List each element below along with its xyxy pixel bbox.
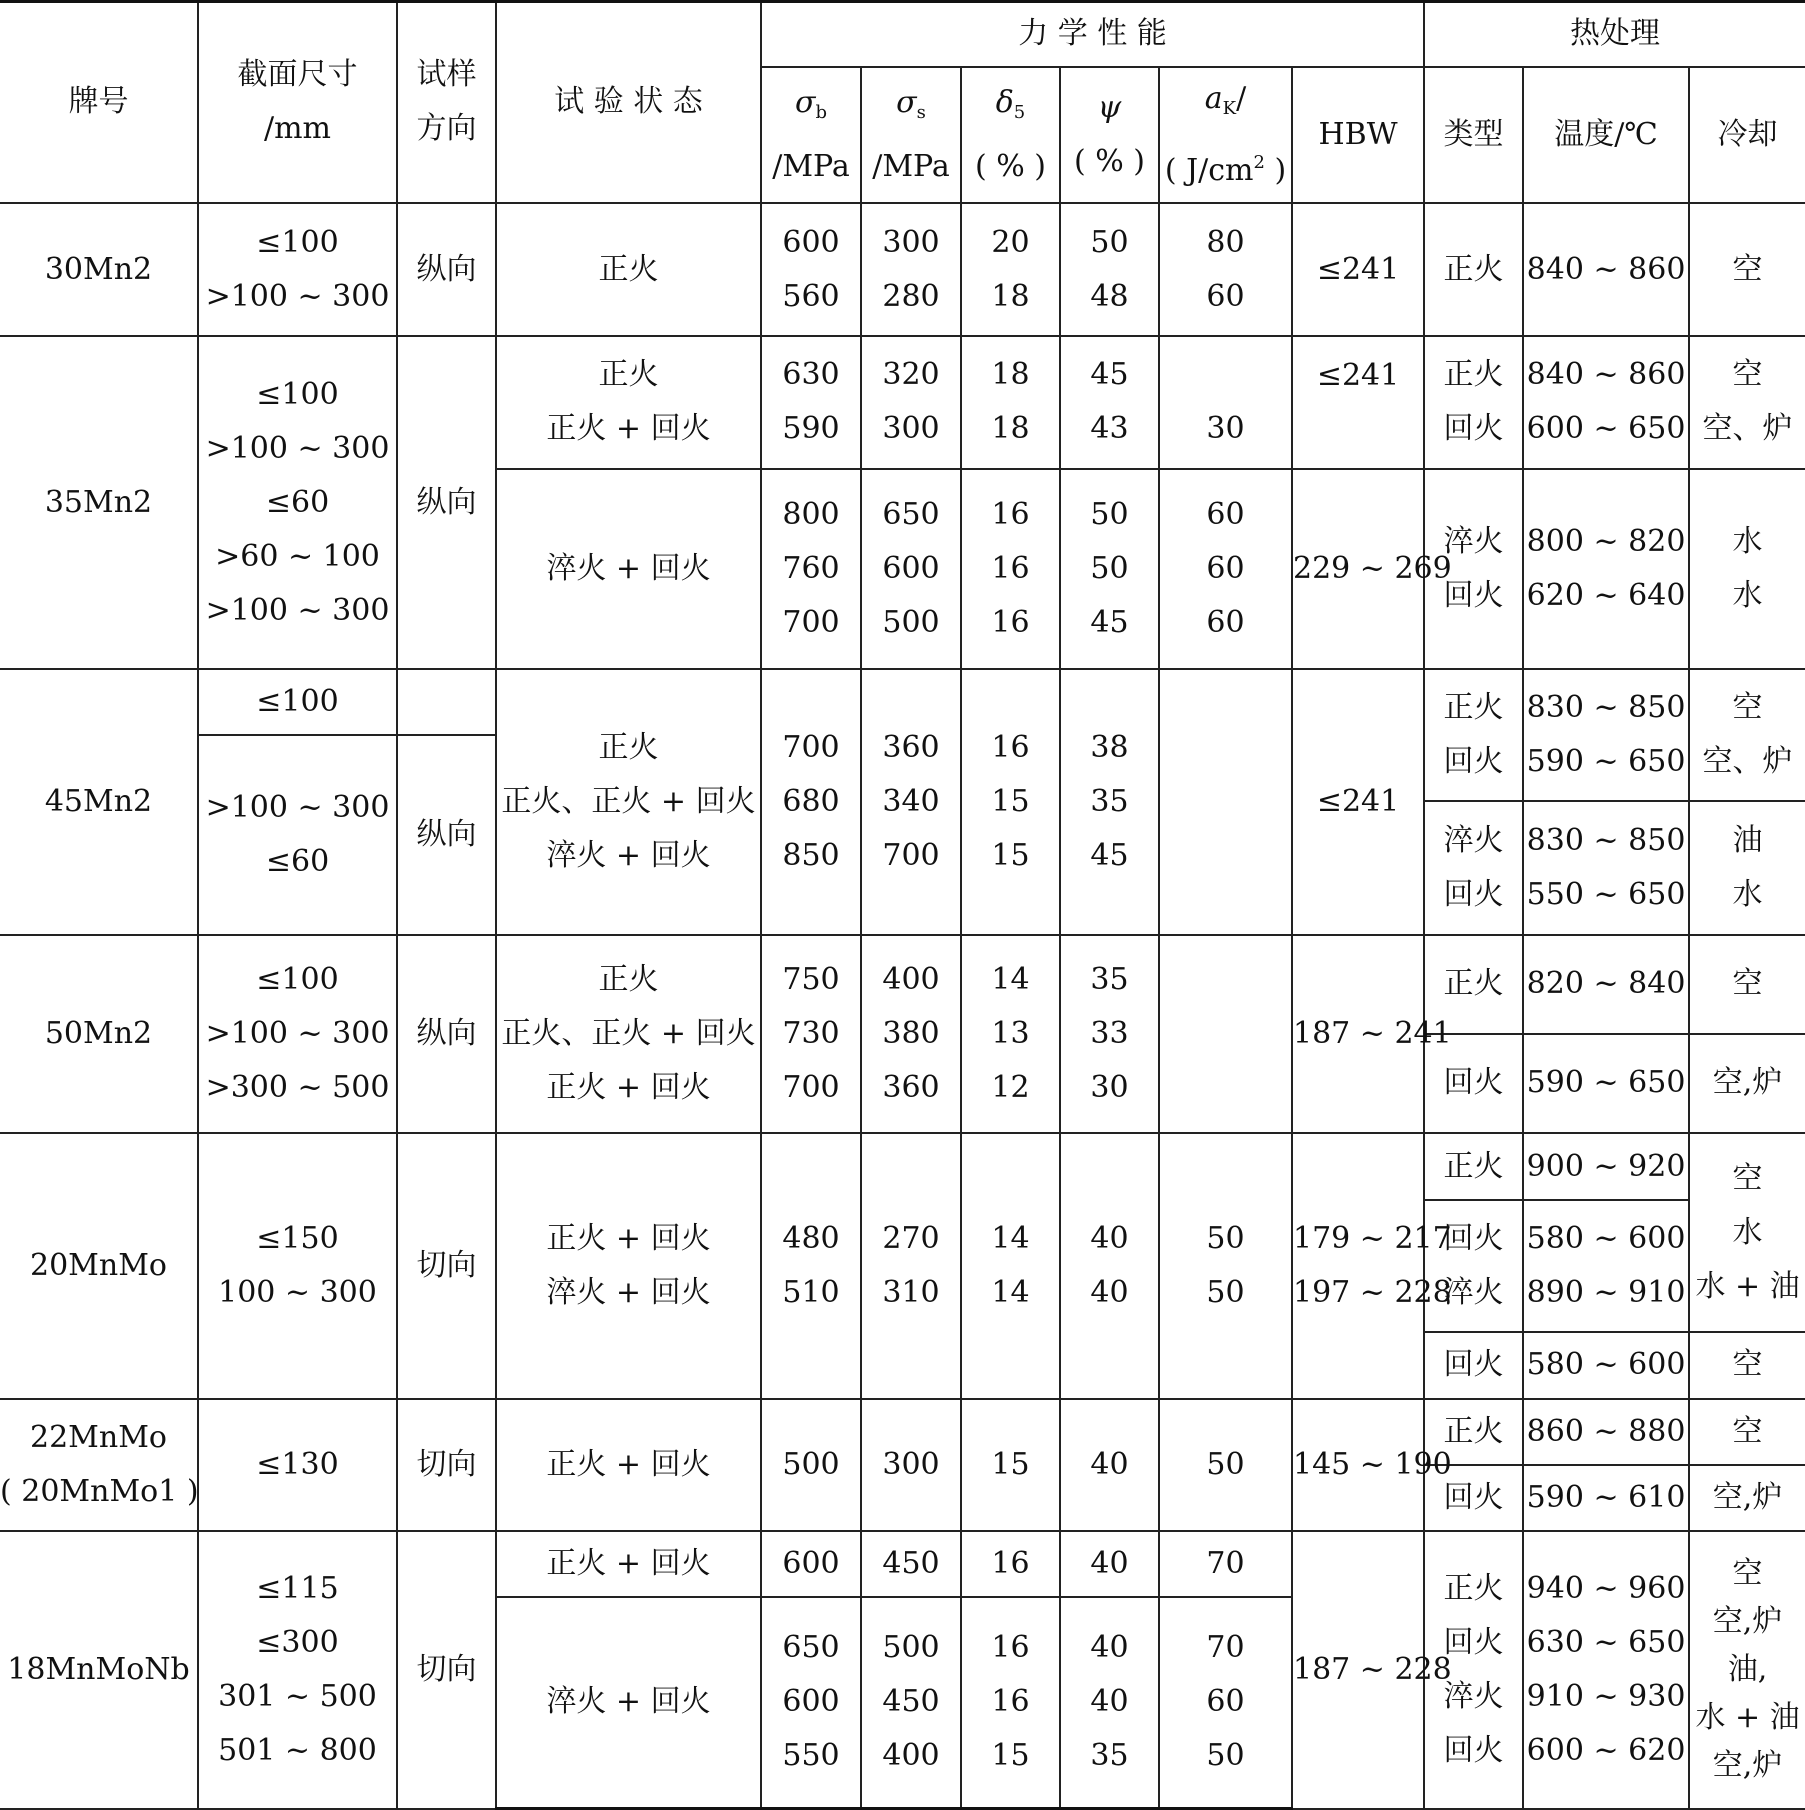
- psi-cell: 40 40 35: [1060, 1597, 1159, 1809]
- ht-temp-cell: 590 ~ 650: [1523, 1034, 1689, 1133]
- direction-cell: 切向: [397, 1531, 496, 1809]
- ak-cell: 70: [1159, 1531, 1292, 1597]
- hbw-cell: 179 ~ 217 197 ~ 228: [1292, 1133, 1424, 1399]
- psi-cell: 38 35 45: [1060, 669, 1159, 935]
- hbw-cell: 229 ~ 269: [1292, 469, 1424, 669]
- ht-temp-cell: 840 ~ 860: [1523, 203, 1689, 336]
- grade-cell: 20MnMo: [0, 1133, 198, 1399]
- ht-cool-cell: 空: [1689, 1399, 1805, 1465]
- sigma-s-cell: 300 280: [861, 203, 961, 336]
- sigma-s-cell: 650 600 500: [861, 469, 961, 669]
- header-sigma-s: $\sigma_s$ /MPa: [861, 67, 961, 203]
- sigma-s-cell: 500 450 400: [861, 1597, 961, 1809]
- size-cell: >100 ~ 300 ≤60: [198, 735, 397, 934]
- psi-cell: 35 33 30: [1060, 935, 1159, 1133]
- sigma-b-cell: 600 560: [761, 203, 861, 336]
- header-mechanical-group: 力 学 性 能: [761, 2, 1424, 67]
- size-cell: ≤115 ≤300 301 ~ 500 501 ~ 800: [198, 1531, 397, 1809]
- ht-cool-cell: 空 空,炉 油, 水 + 油 空,炉: [1689, 1531, 1805, 1809]
- size-cell: ≤100 >100 ~ 300: [198, 203, 397, 336]
- ht-type-cell: 正火 回火: [1424, 669, 1523, 801]
- direction-cell: 纵向: [397, 735, 496, 934]
- ht-type-cell: 回火: [1424, 1034, 1523, 1133]
- size-cell: ≤130: [198, 1399, 397, 1531]
- condition-cell: 正火 + 回火: [496, 1399, 761, 1531]
- sigma-b-cell: 500: [761, 1399, 861, 1531]
- ht-cool-cell: 油 水: [1689, 801, 1805, 934]
- ht-cool-cell: 空 空、炉: [1689, 336, 1805, 468]
- psi-cell: 50 48: [1060, 203, 1159, 336]
- ht-temp-cell: 830 ~ 850 550 ~ 650: [1523, 801, 1689, 934]
- ht-type-cell: 淬火 回火: [1424, 801, 1523, 934]
- ht-temp-cell: 820 ~ 840: [1523, 935, 1689, 1034]
- grade-cell: 50Mn2: [0, 935, 198, 1133]
- psi-cell: 40: [1060, 1531, 1159, 1597]
- sigma-s-cell: 450: [861, 1531, 961, 1597]
- header-condition: 试 验 状 态: [496, 2, 761, 203]
- ak-cell: [1159, 935, 1292, 1133]
- ht-temp-cell: 580 ~ 600 890 ~ 910: [1523, 1200, 1689, 1332]
- ht-temp-cell: 580 ~ 600: [1523, 1332, 1689, 1398]
- delta5-cell: 20 18: [961, 203, 1060, 336]
- ht-temp-cell: 940 ~ 960 630 ~ 650 910 ~ 930 600 ~ 620: [1523, 1531, 1689, 1809]
- grade-cell: 30Mn2: [0, 203, 198, 336]
- hbw-cell: 187 ~ 228: [1292, 1531, 1424, 1809]
- sigma-b-cell: 650 600 550: [761, 1597, 861, 1809]
- hbw-cell: 145 ~ 190: [1292, 1399, 1424, 1531]
- delta5-cell: 16: [961, 1531, 1060, 1597]
- header-grade: 牌号: [0, 2, 198, 203]
- ht-type-cell: 正火 回火: [1424, 336, 1523, 468]
- ht-temp-cell: 590 ~ 610: [1523, 1465, 1689, 1531]
- header-sigma-b: $\sigma_b$ /MPa: [761, 67, 861, 203]
- sigma-b-cell: 800 760 700: [761, 469, 861, 669]
- size-cell: ≤100 >100 ~ 300 ≤60 >60 ~ 100 >100 ~ 300: [198, 336, 397, 669]
- sigma-s-cell: 400 380 360: [861, 935, 961, 1133]
- delta5-cell: 14 13 12: [961, 935, 1060, 1133]
- ht-cool-cell: 空 水 水 + 油: [1689, 1133, 1805, 1332]
- hbw-cell: ≤241: [1292, 336, 1424, 468]
- sigma-b-cell: 750 730 700: [761, 935, 861, 1133]
- header-ht-cool: 冷却: [1689, 67, 1805, 203]
- header-delta5: $\delta_5$ ( % ): [961, 67, 1060, 203]
- header-hbw: HBW: [1292, 67, 1424, 203]
- ak-cell: 50 50: [1159, 1133, 1292, 1399]
- ht-type-cell: 回火: [1424, 1332, 1523, 1398]
- ak-cell: 80 60: [1159, 203, 1292, 336]
- direction-cell: 纵向: [397, 935, 496, 1133]
- ht-temp-cell: 900 ~ 920: [1523, 1133, 1689, 1200]
- sigma-b-cell: 630 590: [761, 336, 861, 468]
- table-row: [0, 669, 1805, 735]
- size-cell: ≤150 100 ~ 300: [198, 1133, 397, 1399]
- sigma-b-cell: 600: [761, 1531, 861, 1597]
- ak-cell: [1159, 669, 1292, 935]
- condition-cell: 正火 正火、正火 + 回火 淬火 + 回火: [496, 669, 761, 935]
- sigma-s-cell: 300: [861, 1399, 961, 1531]
- ht-type-cell: 回火 淬火: [1424, 1200, 1523, 1332]
- hbw-cell: 187 ~ 241: [1292, 935, 1424, 1133]
- ht-cool-cell: 水 水: [1689, 469, 1805, 669]
- ak-cell: 50: [1159, 1399, 1292, 1531]
- ht-cool-cell: 空: [1689, 203, 1805, 336]
- sigma-s-cell: 360 340 700: [861, 669, 961, 935]
- psi-cell: 45 43: [1060, 336, 1159, 468]
- header-ak: $a_K/$ ( $J/cm^2$ ): [1159, 67, 1292, 203]
- sigma-s-cell: 270 310: [861, 1133, 961, 1399]
- condition-cell: 淬火 + 回火: [496, 1597, 761, 1809]
- grade-cell: 18MnMoNb: [0, 1531, 198, 1809]
- ht-cool-cell: 空,炉: [1689, 1034, 1805, 1133]
- delta5-cell: 14 14: [961, 1133, 1060, 1399]
- direction-cell: 切向: [397, 1133, 496, 1399]
- delta5-cell: 16 16 15: [961, 1597, 1060, 1809]
- condition-cell: 正火 + 回火 淬火 + 回火: [496, 1133, 761, 1399]
- sigma-s-cell: 320 300: [861, 336, 961, 468]
- table-row: [0, 1531, 1805, 1597]
- condition-cell: 正火 正火 + 回火: [496, 336, 761, 468]
- header-ht-temp: 温度/℃: [1523, 67, 1689, 203]
- delta5-cell: 16 15 15: [961, 669, 1060, 935]
- psi-cell: 50 50 45: [1060, 469, 1159, 669]
- ak-cell: 70 60 50: [1159, 1597, 1292, 1809]
- condition-cell: 淬火 + 回火: [496, 469, 761, 669]
- ht-type-cell: 正火: [1424, 1399, 1523, 1465]
- header-size: 截面尺寸 /mm: [198, 2, 397, 203]
- ht-cool-cell: 空,炉: [1689, 1465, 1805, 1531]
- delta5-cell: 16 16 16: [961, 469, 1060, 669]
- header-psi: ψ ( % ): [1060, 67, 1159, 203]
- ak-cell: 60 60 60: [1159, 469, 1292, 669]
- direction-cell-empty: [397, 669, 496, 735]
- table-row: [0, 203, 1805, 336]
- table-row: [0, 1399, 1805, 1465]
- delta5-cell: 18 18: [961, 336, 1060, 468]
- header-direction: 试样 方向: [397, 2, 496, 203]
- grade-cell: 45Mn2: [0, 669, 198, 935]
- psi-cell: 40 40: [1060, 1133, 1159, 1399]
- ht-type-cell: 正火: [1424, 1133, 1523, 1200]
- ht-type-cell: 正火: [1424, 935, 1523, 1034]
- direction-cell: 纵向: [397, 203, 496, 336]
- condition-cell: 正火 + 回火: [496, 1531, 761, 1597]
- sigma-b-cell: 480 510: [761, 1133, 861, 1399]
- grade-cell: 22MnMo ( 20MnMo1 ): [0, 1399, 198, 1531]
- ht-temp-cell: 830 ~ 850 590 ~ 650: [1523, 669, 1689, 801]
- hbw-cell: ≤241: [1292, 203, 1424, 336]
- direction-cell: 纵向: [397, 336, 496, 669]
- ht-type-cell: 回火: [1424, 1465, 1523, 1531]
- ht-cool-cell: 空 空、炉: [1689, 669, 1805, 801]
- ht-type-cell: 正火: [1424, 203, 1523, 336]
- ht-type-cell: 淬火 回火: [1424, 469, 1523, 669]
- ht-temp-cell: 800 ~ 820 620 ~ 640: [1523, 469, 1689, 669]
- ht-temp-cell: 860 ~ 880: [1523, 1399, 1689, 1465]
- ak-cell: 30: [1159, 336, 1292, 468]
- hbw-cell: ≤241: [1292, 669, 1424, 935]
- sigma-b-cell: 700 680 850: [761, 669, 861, 935]
- table-row: [0, 935, 1805, 1034]
- table-row: [0, 1133, 1805, 1200]
- ht-temp-cell: 840 ~ 860 600 ~ 650: [1523, 336, 1689, 468]
- size-cell: ≤100 >100 ~ 300 >300 ~ 500: [198, 935, 397, 1133]
- condition-cell: 正火: [496, 203, 761, 336]
- ht-type-cell: 正火 回火 淬火 回火: [1424, 1531, 1523, 1809]
- delta5-cell: 15: [961, 1399, 1060, 1531]
- header-heat-treatment-group: 热处理: [1424, 2, 1805, 67]
- size-cell: ≤100: [198, 669, 397, 735]
- ht-cool-cell: 空: [1689, 935, 1805, 1034]
- ht-cool-cell: 空: [1689, 1332, 1805, 1398]
- condition-cell: 正火 正火、正火 + 回火 正火 + 回火: [496, 935, 761, 1133]
- header-ht-type: 类型: [1424, 67, 1523, 203]
- table-row: [0, 336, 1805, 468]
- direction-cell: 切向: [397, 1399, 496, 1531]
- grade-cell: 35Mn2: [0, 336, 198, 669]
- psi-cell: 40: [1060, 1399, 1159, 1531]
